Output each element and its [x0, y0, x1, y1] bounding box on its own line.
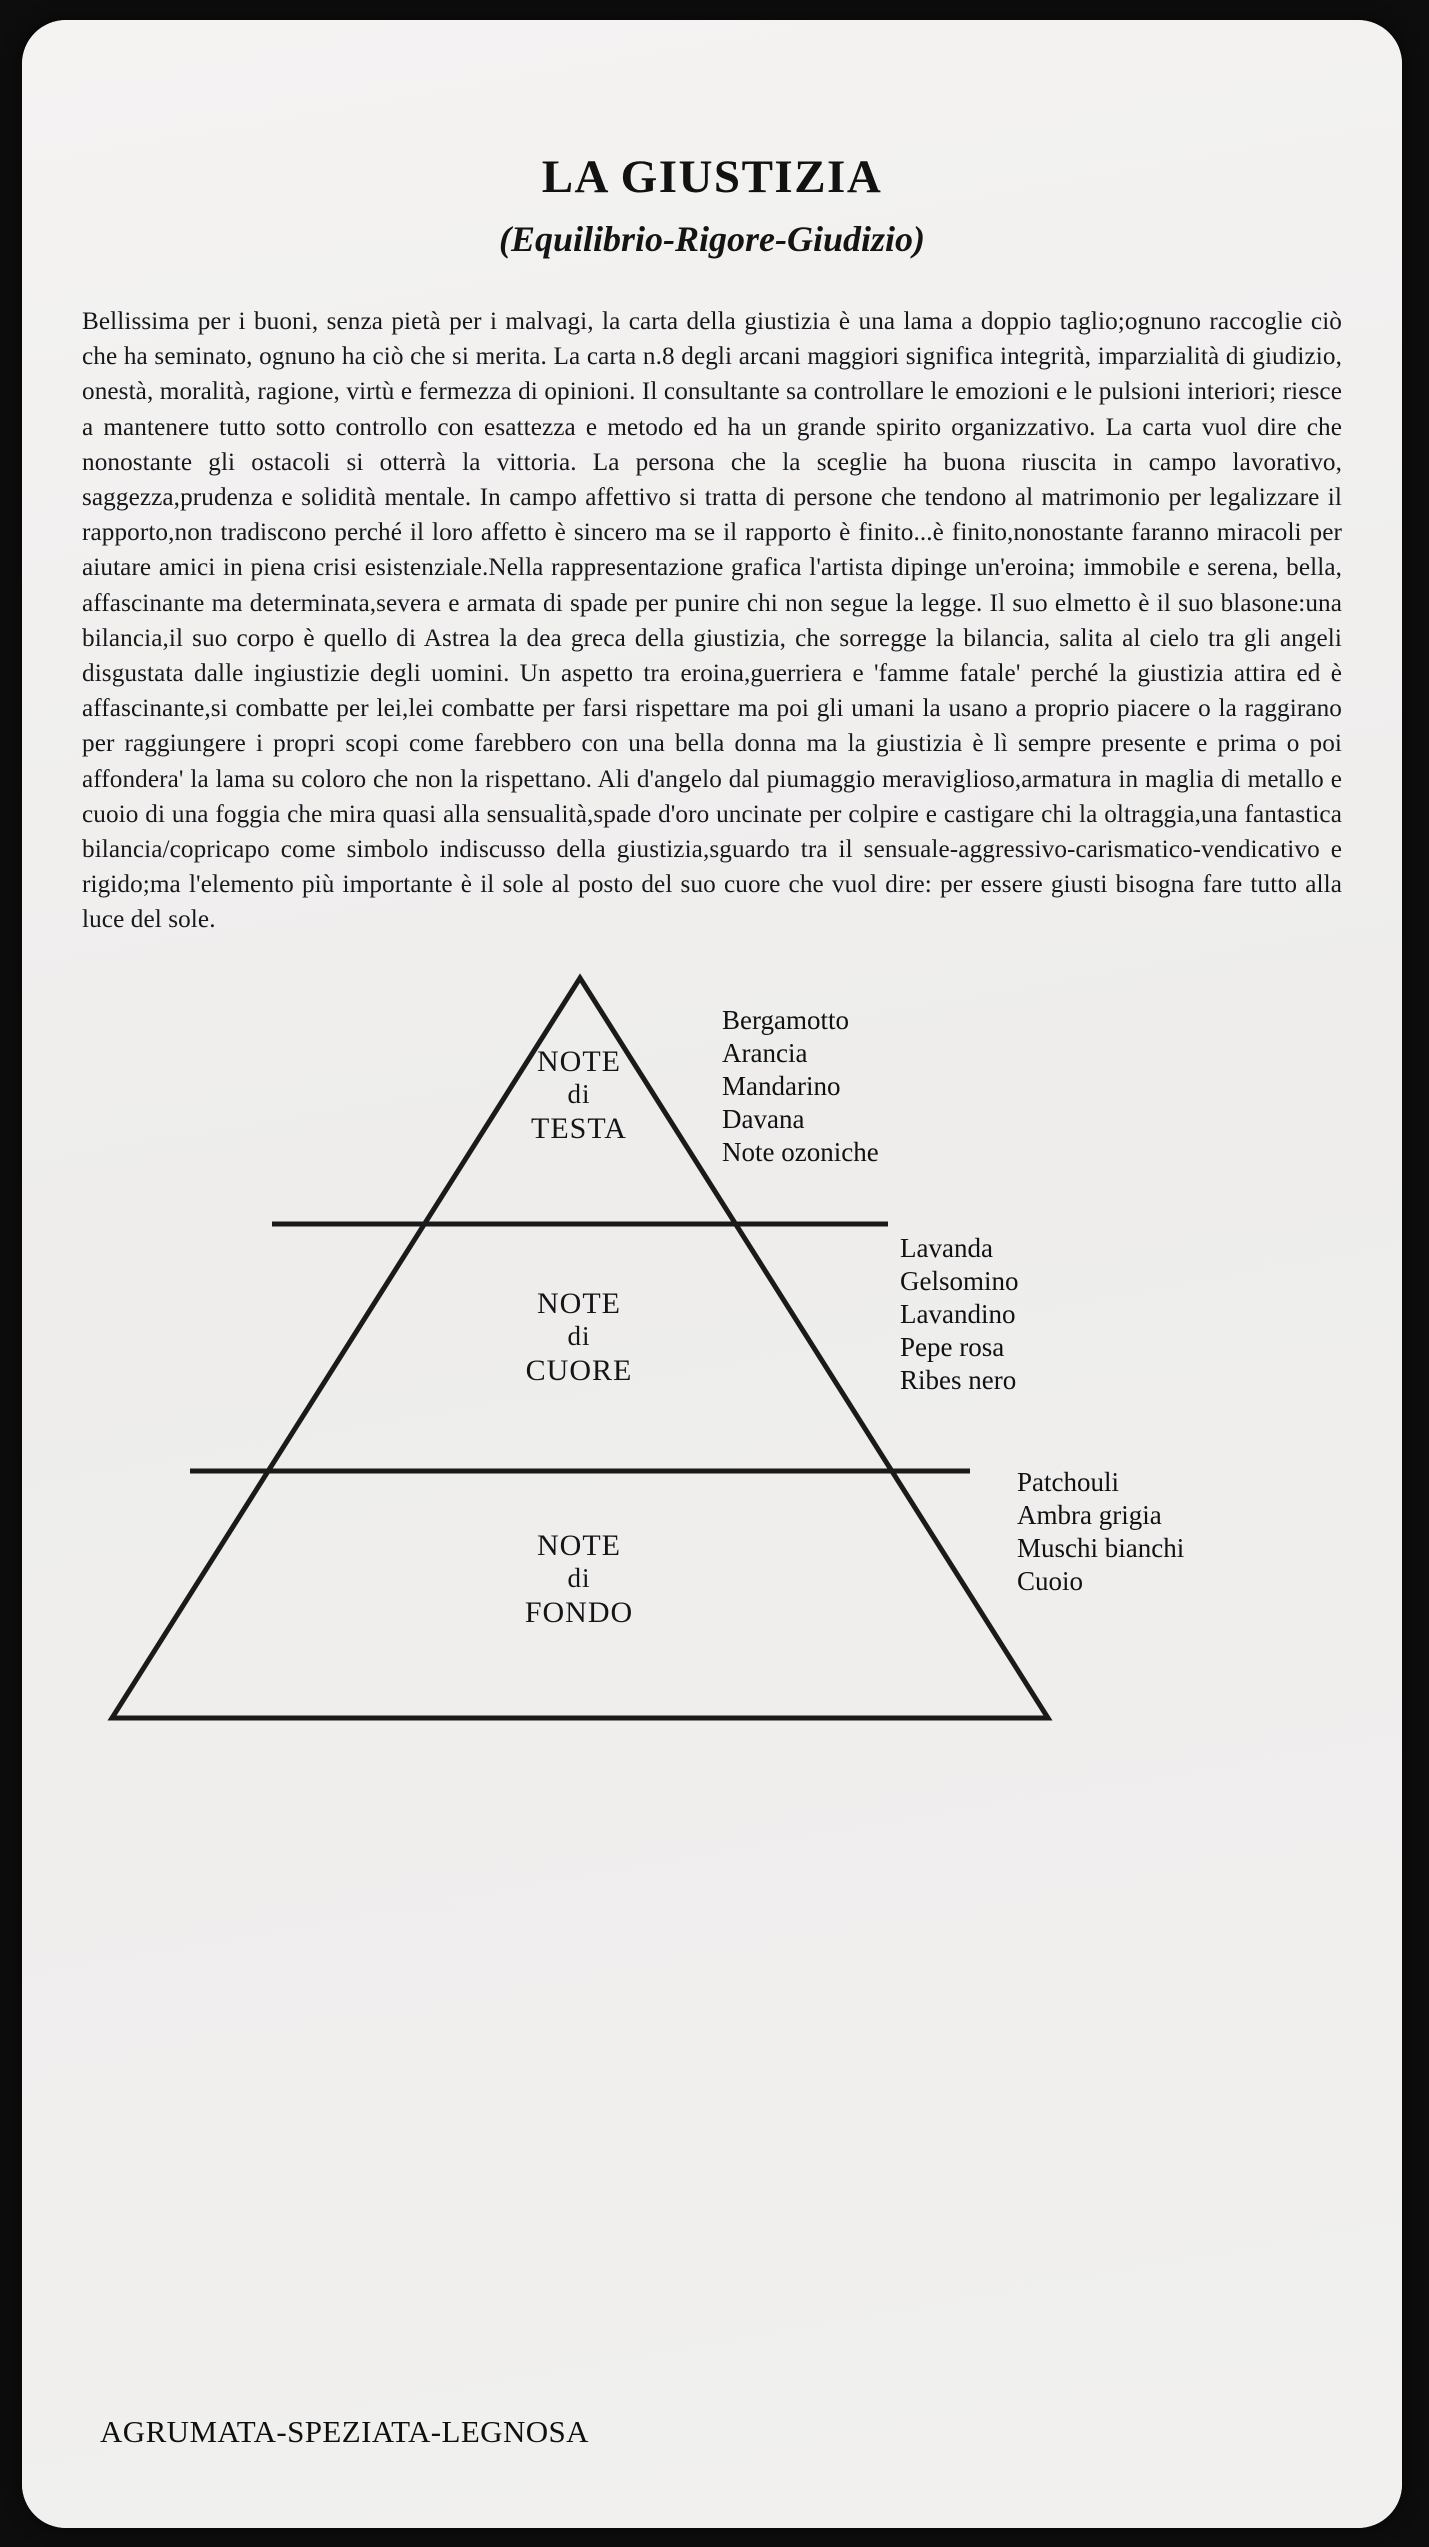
pyramid-heart-di: di — [567, 1321, 591, 1352]
pyramid-top-di: di — [567, 1079, 591, 1110]
list-item: Davana — [722, 1103, 805, 1134]
card-surface — [22, 20, 1402, 2528]
list-item: Note ozoniche — [722, 1136, 879, 1167]
list-item: Lavandino — [900, 1298, 1016, 1329]
list-item: Pepe rosa — [900, 1331, 1005, 1362]
pyramid-label-top — [414, 1044, 744, 1147]
pyramid-heart-note: NOTE — [537, 1286, 621, 1320]
list-item: Ribes nero — [900, 1364, 1017, 1395]
pyramid-base-di: di — [567, 1563, 591, 1594]
list-item: Mandarino — [722, 1070, 841, 1101]
description-paragraph: Bellissima per i buoni, senza pietà per i malvagi, la carta della giustizia è una lama a doppio taglio;ognuno raccoglie ciò che ha seminato, ognuno ha ciò che si merita. La carta n.8 degli arcani maggiori significa integrità, imparzialità di giudizio, onestà, moralità, ragione, virtù e fermezza di opinioni. Il consultante sa controllare le emozioni e le pulsioni interiori; riesce a mantenere tutto sotto controllo con esattezza e metodo ed ha un grande spirito organizzativo. La carta vuol dire che nonostante gli ostacoli si otterrà la vittoria. La persona che la sceglie ha buona riuscita in campo lavorativo, saggezza,prudenza e solidità mentale. In campo affettivo si tratta di persone che tendono al matrimonio per legalizzare il rapporto,non tradiscono perché il loro affetto è sincero ma se il rapporto è finito...è finito,nonostante faranno miracoli per aiutare amici in piena crisi esistenziale.Nella rappresentazione grafica l'artista dipinge un'eroina; immobile e serena, bella, affascinante ma determinata,severa e armata di spade per punire chi non segue la legge. Il suo elmetto è il suo blasone:una bilancia,il suo corpo è quello di Astrea la dea greca della giustizia, che sorregge la bilancia, salita al cielo tra gli angeli disgustata dalle ingiustizie degli uomini. Un aspetto tra eroina,guerriera e 'famme fatale' perché la giustizia attira ed è affascinante,si combatte per lei,lei combatte per farsi rispettare ma poi gli umani la usano a proprio piacere o la raggirano per raggiungere i propri scopi come farebbero con una bella donna ma la giustizia è lì sempre presente e prima o poi affondera' la lama su coloro che non la rispettano. Ali d'angelo dal piumaggio meraviglioso,armatura in maglia di metallo e cuoio di una foggia che mira quasi alla sensualità,spade d'oro uncinate per colpire e castigare chi la oltraggia,una fantastica bilancia/copricapo come simbolo indiscusso della giustizia,sguardo tra il sensuale-aggressivo-carismatico-vendicativo e rigido;ma l'elemento più importante è il sole al posto del suo cuore che vuol dire: per essere giusti bisogna fare tutto alla luce del sole. — [82, 308, 1342, 934]
pyramid-base-name: FONDO — [524, 1595, 634, 1629]
list-item: Arancia — [722, 1037, 808, 1068]
list-item: Ambra grigia — [1017, 1499, 1162, 1530]
base-notes-list — [1017, 1466, 1184, 1598]
pyramid-label-base — [414, 1528, 744, 1631]
list-item: Bergamotto — [722, 1004, 849, 1035]
pyramid-base-note: NOTE — [537, 1528, 621, 1562]
tarot-info-card — [22, 20, 1402, 2528]
list-item: Muschi bianchi — [1017, 1532, 1185, 1563]
page-subtitle: (Equilibrio-Rigore-Giudizio) — [498, 219, 926, 259]
list-item: Patchouli — [1017, 1466, 1119, 1497]
page-title: LA GIUSTIZIA — [541, 151, 883, 203]
top-notes-list — [722, 1004, 879, 1169]
list-item: Gelsomino — [900, 1265, 1019, 1296]
heart-notes-list — [900, 1232, 1019, 1397]
list-item: Lavanda — [900, 1232, 993, 1263]
pyramid-heart-name: CUORE — [525, 1353, 633, 1387]
olfactory-family-footer: AGRUMATA-SPEZIATA-LEGNOSA — [100, 2414, 589, 2449]
pyramid-label-heart — [414, 1286, 744, 1389]
pyramid-top-name: TESTA — [531, 1111, 627, 1145]
list-item: Cuoio — [1017, 1565, 1084, 1596]
fragrance-pyramid — [22, 966, 1402, 1756]
pyramid-top-note: NOTE — [537, 1044, 621, 1078]
